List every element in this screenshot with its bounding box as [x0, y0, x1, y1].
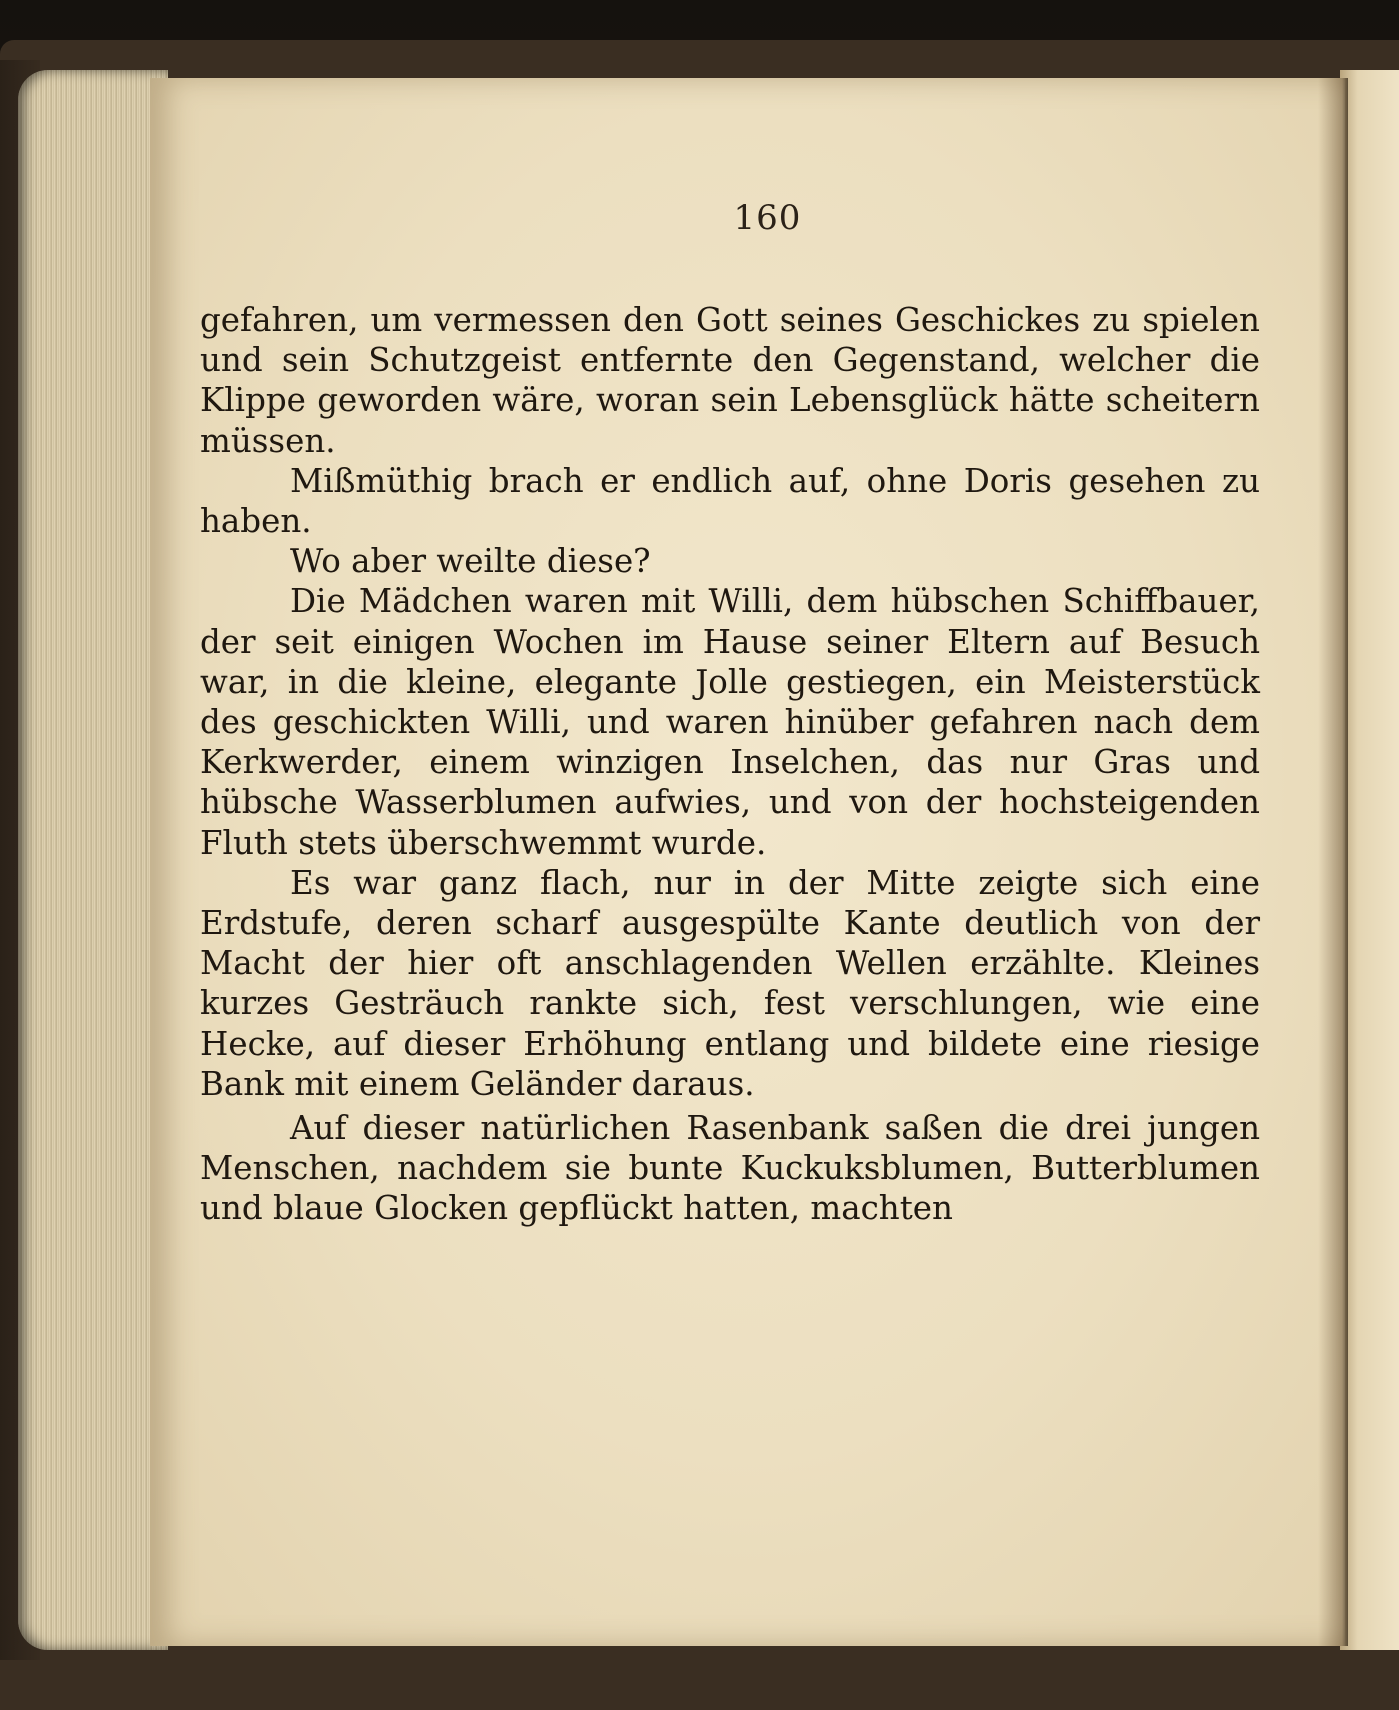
paragraph-3: Wo aber weilte diese?	[290, 542, 651, 581]
page-number: 160	[733, 198, 802, 238]
paragraph-1: gefahren, um vermessen den Gott seines Geschickes zu spielen und sein Schutzgeist entfernte den Gegenstand, welcher die Klippe geworden wäre, woran sein Lebensglück hätte scheitern müssen.	[200, 301, 1260, 460]
paragraph-6: Auf dieser natürlichen Rasenbank saßen die drei jungen Menschen, nachdem sie bunte Kuckuksblumen, Butterblumen und blaue Glocken gepflückt hatten, machten	[200, 1109, 1260, 1228]
page-text	[200, 300, 1260, 1229]
page-gutter-shadow	[1318, 78, 1348, 1646]
paragraph-5: Es war ganz flach, nur in der Mitte zeigte sich eine Erdstufe, deren scharf ausgespülte Kante deutlich von der Macht der hier oft anschlagenden Wellen erzählte. Kleines kurzes Gesträuch rankte sich, fest verschlungen, wie eine Hecke, auf dieser Erhöhung entlang und bildete eine riesige Bank mit einem Geländer daraus.	[200, 863, 1260, 1103]
facing-page-edge	[1340, 70, 1399, 1650]
paragraph-2: Mißmüthig brach er endlich auf, ohne Doris gesehen zu haben.	[200, 461, 1260, 541]
paragraph-4: Die Mädchen waren mit Willi, dem hübschen Schiffbauer, der seit einigen Wochen im Hause seiner Eltern auf Besuch war, in die kleine, elegante Jolle gestiegen, ein Meisterstück des geschickten Willi, und waren hinüber gefahren nach dem Kerkwerder, einem winzigen Inselchen, das nur Gras und hübsche Wasserblumen aufwies, und von der hochsteigenden Fluth stets überschwemmt wurde.	[200, 582, 1260, 862]
stacked-page-edges	[18, 70, 168, 1650]
